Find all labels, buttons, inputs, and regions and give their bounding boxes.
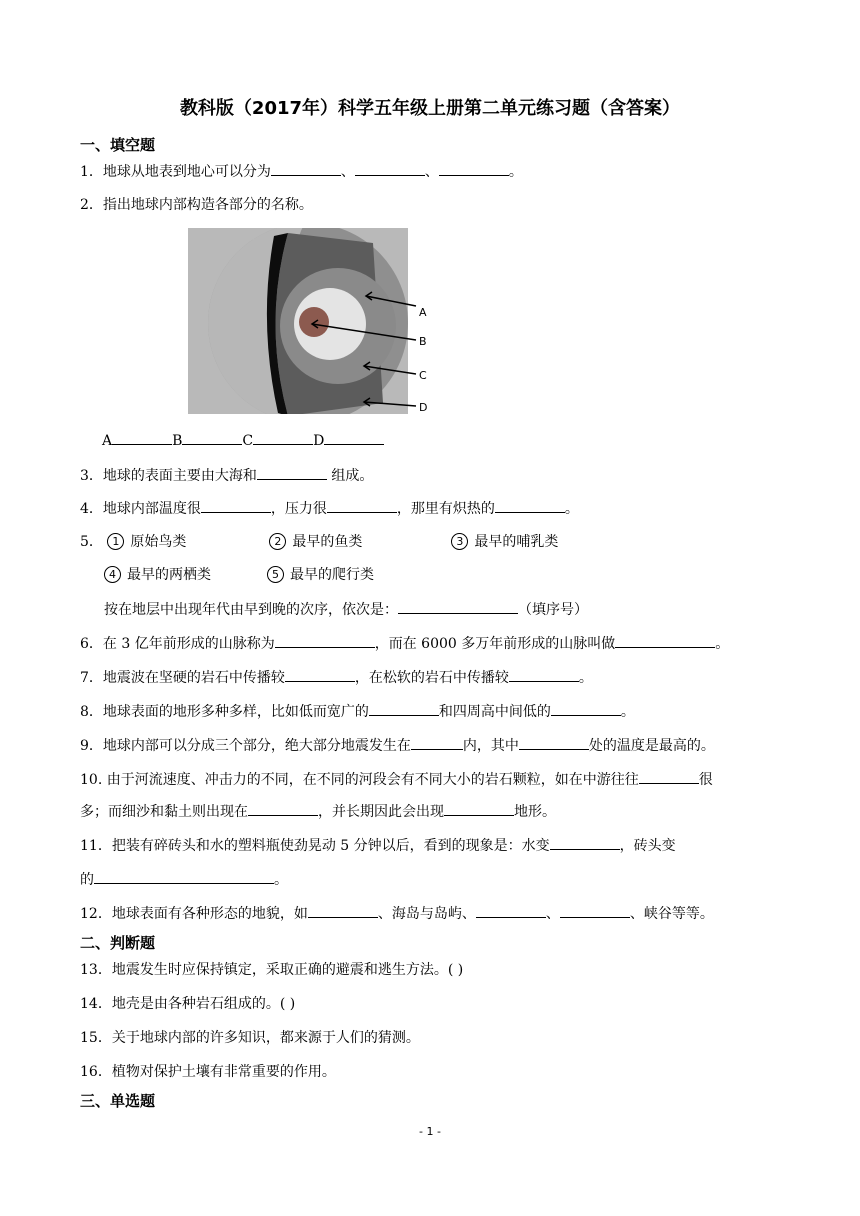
q11-text: 11．把装有碎砖头和水的塑料瓶使劲晃动 5 分钟以后，看到的现象是：水变 (80, 838, 550, 854)
question-3 (80, 465, 373, 486)
section-single-choice: 三、单选题 (80, 1092, 156, 1110)
q9-text-b: 内，其中 (462, 738, 519, 754)
question-13: 13．地震发生时应保持镇定，采取正确的避震和逃生方法。( ) (80, 962, 464, 978)
question-8 (80, 701, 635, 722)
q5-option (451, 532, 558, 552)
answer-label-c: C (242, 433, 254, 449)
answer-blank[interactable] (285, 667, 355, 682)
section-true-false: 二、判断题 (80, 934, 156, 952)
q4-text: 4．地球内部温度很 (80, 501, 201, 517)
circled-number: 2 (269, 533, 286, 550)
figure-label-a: A (419, 306, 427, 319)
q7-text: 7．地震波在坚硬的岩石中传播较 (80, 670, 285, 686)
q9-end: 处的温度是最高的。 (588, 738, 715, 754)
answer-blank[interactable] (275, 633, 375, 648)
q5-option (269, 532, 451, 552)
question-5-row-2 (104, 565, 374, 585)
option-text: 原始鸟类 (130, 534, 187, 550)
q6-text-b: ，而在 6000 多万年前形成的山脉叫做 (374, 636, 616, 652)
question-4 (80, 498, 579, 519)
q11-text-b: ，砖头变 (619, 838, 676, 854)
q11-end: 。 (274, 872, 288, 888)
figure-answer-row (102, 430, 384, 451)
question-10-line-2 (80, 801, 556, 822)
question-7 (80, 667, 593, 688)
answer-blank[interactable] (355, 161, 425, 176)
answer-label-b: B (172, 433, 183, 449)
earth-structure-figure (188, 228, 432, 414)
q8-text-b: 和四周高中间低的 (438, 704, 551, 720)
circled-number: 1 (107, 533, 124, 550)
q4-text-c: ，那里有炽热的 (396, 501, 495, 517)
answer-blank[interactable] (182, 430, 242, 445)
answer-blank[interactable] (271, 161, 341, 176)
option-text: 最早的哺乳类 (474, 534, 559, 550)
question-1 (80, 161, 523, 182)
q4-text-b: ，压力很 (270, 501, 327, 517)
figure-label-d: D (419, 401, 428, 414)
answer-blank[interactable] (94, 869, 274, 884)
question-15: 15．关于地球内部的许多知识，都来源于人们的猜测。 (80, 1030, 420, 1046)
option-text: 最早的鱼类 (292, 534, 363, 550)
option-text: 最早的两栖类 (127, 567, 211, 583)
q8-end: 。 (620, 704, 635, 720)
answer-blank[interactable] (439, 161, 509, 176)
answer-blank[interactable] (257, 465, 327, 480)
answer-blank[interactable] (550, 835, 620, 850)
q5-option (104, 565, 267, 585)
answer-label-d: D (313, 433, 325, 449)
answer-blank[interactable] (112, 430, 172, 445)
answer-blank[interactable] (324, 430, 384, 445)
question-12 (80, 903, 714, 924)
question-5-row-1 (80, 532, 558, 552)
circled-number: 3 (451, 533, 468, 550)
question-11-line-2 (80, 869, 288, 890)
q6-end: 。 (715, 636, 730, 652)
q12-end: 、峡谷等等。 (629, 906, 714, 922)
page-number: - 1 - (419, 1125, 441, 1138)
q5-instruction-suffix: （填序号） (518, 602, 588, 618)
question-2: 2．指出地球内部构造各部分的名称。 (80, 197, 313, 213)
q10-end: 地形。 (514, 804, 556, 820)
question-16: 16．植物对保护土壤有非常重要的作用。 (80, 1064, 336, 1080)
q7-text-b: ，在松软的岩石中传播较 (354, 670, 509, 686)
answer-blank[interactable] (495, 498, 565, 513)
answer-blank[interactable] (476, 903, 546, 918)
figure-label-c: C (419, 369, 427, 382)
separator: 、 (340, 164, 355, 180)
q5-instruction-text: 按在地层中出现年代由早到晚的次序，依次是： (104, 602, 398, 618)
option-text: 最早的爬行类 (290, 567, 374, 583)
answer-blank[interactable] (248, 801, 318, 816)
q11-text-c: 的 (80, 872, 94, 888)
circled-number: 5 (267, 566, 284, 583)
q12-text-b: 、海岛与岛屿、 (377, 906, 476, 922)
question-9 (80, 735, 715, 756)
answer-blank[interactable] (308, 903, 378, 918)
answer-blank[interactable] (509, 667, 579, 682)
separator: 、 (424, 164, 439, 180)
q5-number: 5． (80, 534, 103, 550)
question-6 (80, 633, 729, 654)
question-11-line-1 (80, 835, 676, 856)
question-5-instruction (104, 599, 588, 620)
answer-blank[interactable] (639, 769, 699, 784)
answer-blank[interactable] (444, 801, 514, 816)
answer-blank[interactable] (369, 701, 439, 716)
q9-text: 9．地球内部可以分成三个部分，绝大部分地震发生在 (80, 738, 411, 754)
q10-text: 10. 由于河流速度、冲击力的不同，在不同的河段会有不同大小的岩石颗粒，如在中游往往 (80, 772, 639, 788)
answer-blank[interactable] (327, 498, 397, 513)
q4-end: 。 (564, 501, 579, 517)
answer-blank[interactable] (551, 701, 621, 716)
answer-blank[interactable] (398, 599, 518, 614)
q10-text-d: ，并长期因此会出现 (318, 804, 444, 820)
answer-label-a: A (102, 433, 113, 449)
answer-blank[interactable] (560, 903, 630, 918)
q5-option (267, 565, 374, 585)
answer-blank[interactable] (615, 633, 715, 648)
end-punct: 。 (508, 164, 523, 180)
answer-blank[interactable] (201, 498, 271, 513)
q12-text-c: 、 (545, 906, 560, 922)
q3-end: 组成。 (326, 468, 374, 484)
q6-text: 6．在 3 亿年前形成的山脉称为 (80, 636, 275, 652)
q10-text-c: 多；而细沙和黏土则出现在 (80, 804, 248, 820)
answer-blank[interactable] (519, 735, 589, 750)
q5-option (107, 532, 269, 552)
q7-end: 。 (578, 670, 593, 686)
circled-number: 4 (104, 566, 121, 583)
answer-blank[interactable] (411, 735, 463, 750)
q3-text: 3．地球的表面主要由大海和 (80, 468, 257, 484)
q10-text-b: 很 (698, 772, 713, 788)
q8-text: 8．地球表面的地形多种多样，比如低而宽广的 (80, 704, 369, 720)
question-10-line-1 (80, 769, 713, 790)
figure-label-b: B (419, 335, 427, 348)
q1-text: 1．地球从地表到地心可以分为 (80, 164, 271, 180)
question-14: 14．地壳是由各种岩石组成的。( ) (80, 996, 296, 1012)
section-fill-blank: 一、填空题 (80, 136, 156, 154)
q12-text: 12．地球表面有各种形态的地貌，如 (80, 906, 308, 922)
document-title: 教科版（2017年）科学五年级上册第二单元练习题（含答案） (179, 98, 681, 119)
answer-blank[interactable] (253, 430, 313, 445)
